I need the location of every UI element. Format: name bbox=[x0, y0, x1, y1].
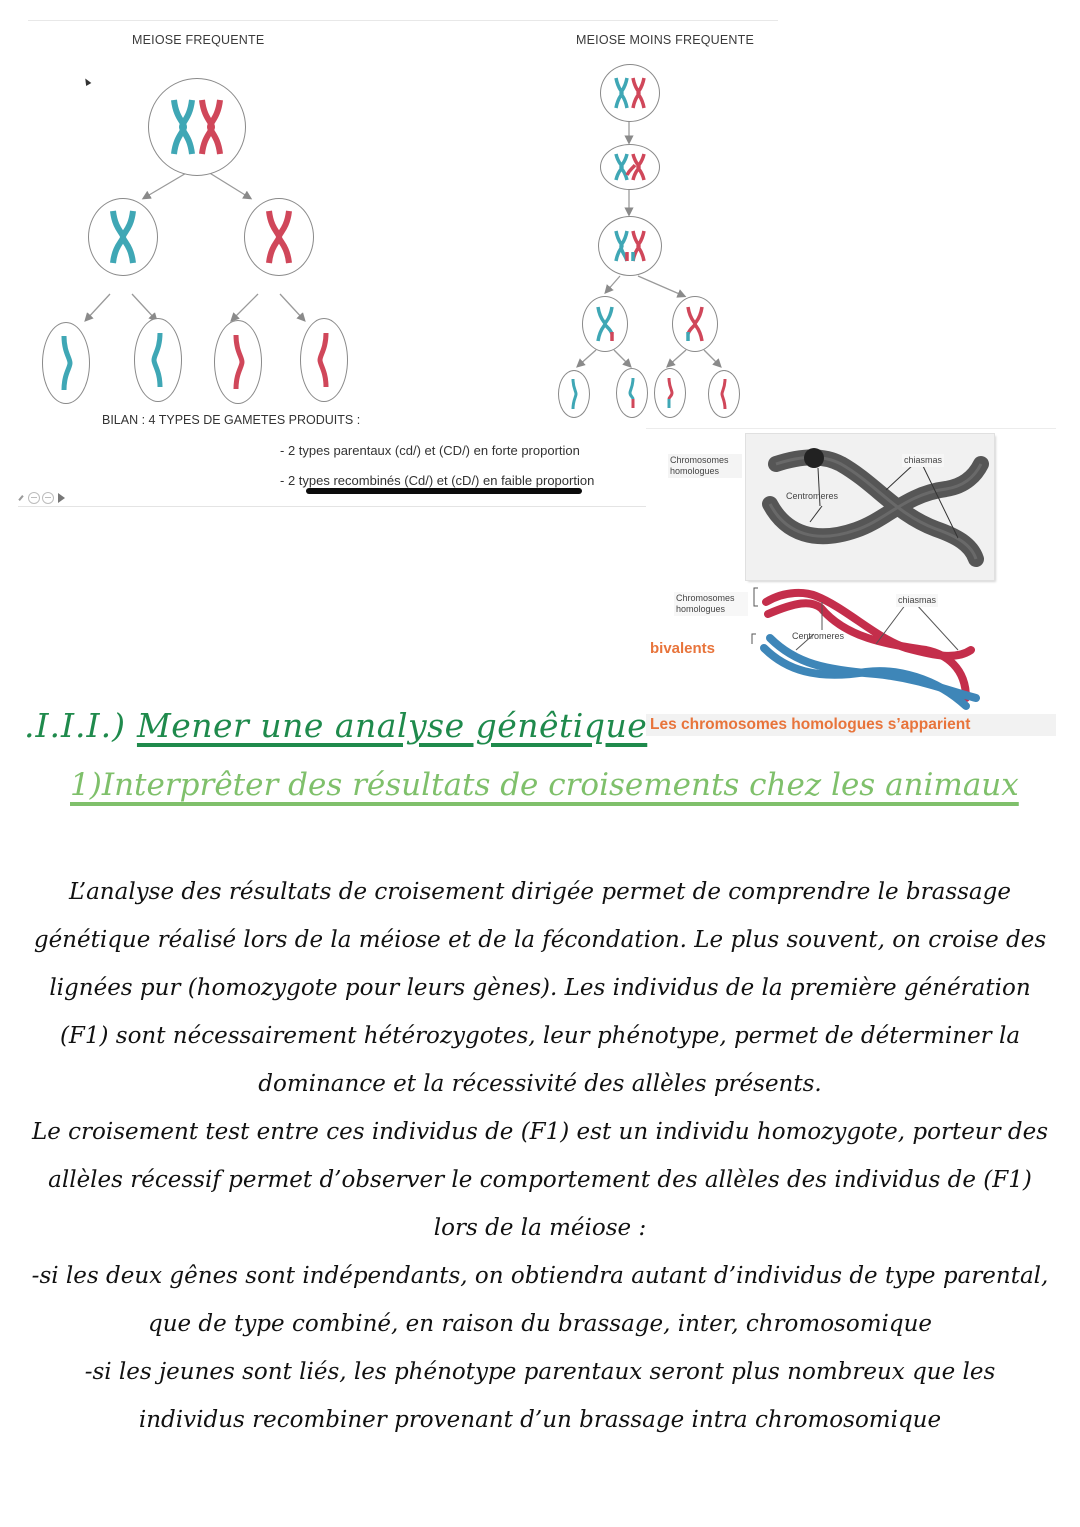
chromosome-blue-icon bbox=[593, 304, 617, 344]
parent-cell bbox=[148, 78, 246, 176]
chromatid-blue-icon bbox=[567, 376, 581, 412]
paragraph-independent-genes: -si les deux gênes sont indépendants, on obtiendra autant d’individus de type parental, que de type combiné, en raison du brassage, inter, chromosomique bbox=[31, 1263, 1049, 1337]
chromosome-crossover-icon bbox=[610, 151, 650, 183]
bilan-recombined-line: - 2 types recombinés (Cd/) et (cD/) en faible proportion bbox=[280, 473, 595, 488]
presentation-toolbar bbox=[18, 492, 65, 504]
stage-cell-2 bbox=[600, 144, 660, 190]
chromatid-red-icon bbox=[717, 376, 731, 412]
title-meiose-frequente: MEIOSE FREQUENTE bbox=[132, 33, 265, 47]
zoom-out-icon[interactable] bbox=[42, 492, 54, 504]
stage-cell-3 bbox=[598, 216, 662, 276]
bilan-title: BILAN : 4 TYPES DE GAMETES PRODUITS : bbox=[102, 413, 361, 427]
chromosome-red-icon bbox=[683, 304, 707, 344]
daughter-cell-red bbox=[244, 198, 314, 276]
section-title: Mener une analyse génêtique bbox=[136, 706, 648, 745]
gamete-recomb-4 bbox=[708, 370, 740, 418]
gamete-recomb-1 bbox=[558, 370, 590, 418]
gamete-cell-3 bbox=[214, 320, 262, 404]
bivalents-label: bivalents bbox=[650, 640, 716, 657]
bivalent-micrograph-icon bbox=[746, 434, 994, 580]
gamete-cell-2 bbox=[134, 318, 182, 402]
panel-border bbox=[646, 428, 1056, 429]
paragraph-linked-genes: -si les jeunes sont liés, les phénotype parentaux seront plus nombreux que les individus recombiner provenant d’un brassage intra chromosomique bbox=[84, 1359, 996, 1433]
marker-underline bbox=[306, 488, 582, 494]
arrow-right-icon[interactable] bbox=[58, 493, 65, 503]
daughter-cell-recomb-blue bbox=[582, 296, 628, 352]
chromosome-blue-icon bbox=[105, 207, 141, 267]
chiasmas-drawing-label: chiasmas bbox=[898, 595, 937, 605]
gamete-cell-4 bbox=[300, 318, 348, 402]
daughter-cell-blue bbox=[88, 198, 158, 276]
subsection-heading: 1)Interprêter des résultats de croisements chez les animaux bbox=[70, 767, 1019, 803]
section-number: .I.I.I.) bbox=[24, 706, 126, 745]
paragraph-test-cross: Le croisement test entre ces individus de (F1) est un individu homozygote, porteur des allèles récessif permet d’observer le comportement des allèles des individus de (F1) lors de la méiose : bbox=[31, 1119, 1049, 1241]
homologues-label: Chromosomes homologues bbox=[668, 454, 742, 478]
micrograph-image bbox=[746, 434, 994, 580]
chromatid-mixed-icon bbox=[625, 375, 639, 411]
paragraph-intro: L’analyse des résultats de croisement dirigée permet de comprendre le brassage génétique réalisé lors de la méiose et de la fécondation. Le plus souvent, on croise des lignées pur (homozygote pour leurs gènes). Les individus de la première génération (F1) sont nécessairement hétérozygotes, leur phénotype, permet de déterminer la dominance et la récessivité des allèles présents. bbox=[33, 879, 1047, 1097]
bivalents-panel bbox=[646, 428, 1056, 736]
centromeres-drawing-label: Centromeres bbox=[792, 631, 845, 641]
chromosome-pair-icon bbox=[162, 92, 232, 162]
chiasmas-label: chiasmas bbox=[904, 455, 943, 465]
chromatid-red-icon bbox=[228, 331, 248, 393]
chromosome-recombined-icon bbox=[610, 228, 650, 264]
centromeres-label: Centromeres bbox=[786, 491, 839, 501]
chromatid-mixed-icon bbox=[663, 375, 677, 411]
homologues-drawing-label: Chromosomes homologues bbox=[674, 592, 748, 616]
zoom-in-icon[interactable] bbox=[28, 492, 40, 504]
chromosome-red-icon bbox=[261, 207, 297, 267]
bilan-parental-line: - 2 types parentaux (cd/) et (CD/) en forte proportion bbox=[280, 443, 580, 458]
stage-cell-1 bbox=[600, 64, 660, 122]
chromatid-red-icon bbox=[314, 329, 334, 391]
panel-caption: Les chromosomes homologues s’apparient bbox=[646, 714, 1056, 736]
chromosome-pair-icon bbox=[610, 75, 650, 111]
daughter-cell-recomb-red bbox=[672, 296, 718, 352]
gamete-cell-1 bbox=[42, 322, 90, 404]
chromatid-blue-icon bbox=[56, 332, 76, 394]
notes-body bbox=[30, 868, 1050, 1444]
title-meiose-moins-frequente: MEIOSE MOINS FREQUENTE bbox=[576, 33, 755, 47]
gamete-recomb-2 bbox=[616, 368, 648, 418]
pen-icon[interactable] bbox=[18, 495, 23, 501]
section-heading bbox=[24, 706, 647, 745]
chromatid-blue-icon bbox=[148, 329, 168, 391]
gamete-recomb-3 bbox=[654, 368, 686, 418]
slide-border bbox=[18, 506, 648, 507]
